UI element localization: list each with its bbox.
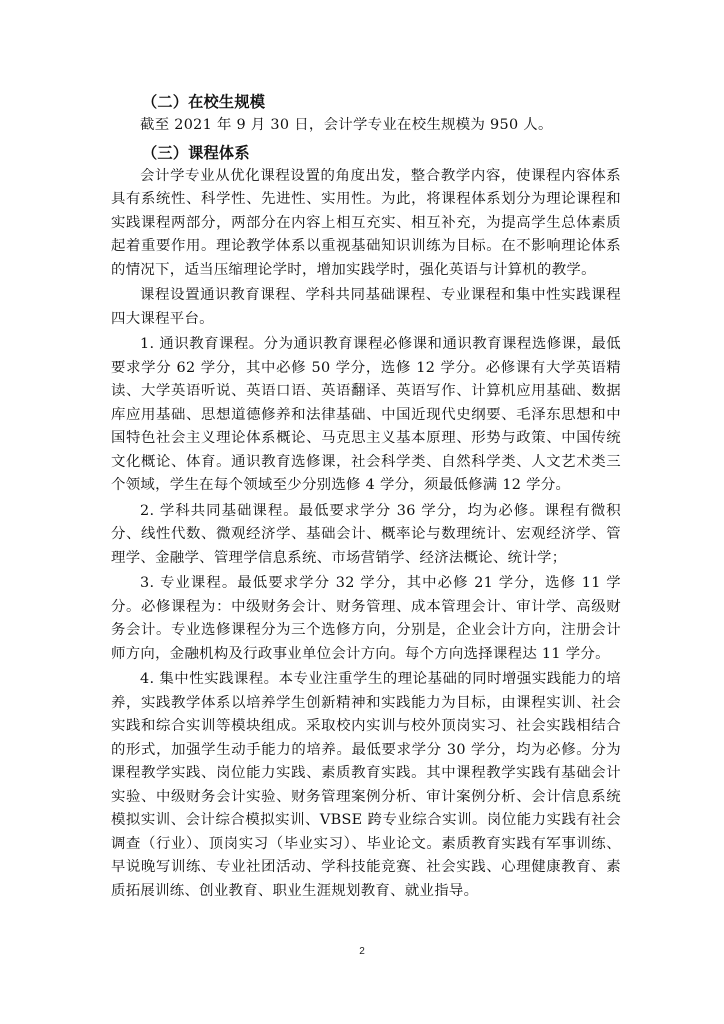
curriculum-platform-paragraph: 课程设置通识教育课程、学科共同基础课程、专业课程和集中性实践课程四大课程平台。	[111, 287, 621, 327]
discipline-foundation-paragraph: 2. 学科共同基础课程。最低要求学分 36 学分，均为必修。课程有微积分、线性代数、微观经济学、基础会计、概率论与数理统计、宏观经济学、管理学、金融学、管理学信息系统、市场营销学、经济法概论、统计学；	[111, 502, 621, 566]
enrollment-paragraph: 截至 2021 年 9 月 30 日，会计学专业在校生规模为 950 人。	[140, 117, 553, 133]
page-body	[111, 90, 621, 903]
page-number: 2	[359, 946, 365, 957]
general-education-paragraph: 1. 通识教育课程。分为通识教育课程必修课和通识教育课程选修课，最低要求学分 62 学分，其中必修 50 学分，选修 12 学分。必修课有大学英语精读、大学英语听说、英语口语、英语翻译、英语写作、计算机应用基础、数据库应用基础、思想道德修养和法律基础、中国近现代史纲要、毛泽东思想和中国特色社会主义理论体系概论、马克思主义基本原理、形势与政策、中国传统文化概论、体育。通识教育选修课，社会科学类、自然科学类、人文艺术类三个领域，学生在每个领域至少分别选修 4 学分，须最低修满 12 学分。	[111, 336, 621, 493]
practice-courses-paragraph: 4. 集中性实践课程。本专业注重学生的理论基础的同时增强实践能力的培养，实践教学体系以培养学生创新精神和实践能力为目标，由课程实训、社会实践和综合实训等模块组成。采取校内实训与校外顶岗实习、社会实践相结合的形式，加强学生动手能力的培养。最低要求学分 30 学分，均为必修。分为课程教学实践、岗位能力实践、素质教育实践。其中课程教学实践有基础会计实验、中级财务会计实验、财务管理案例分析、审计案例分析、会计信息系统模拟实训、会计综合模拟实训、VBSE 跨专业综合实训。岗位能力实践有社会调查（行业）、顶岗实习（毕业实习）、毕业论文。素质教育实践有军事训练、早说晚写训练、专业社团活动、学科技能竞赛、社会实践、心理健康教育、素质拓展训练、创业教育、职业生涯规划教育、就业指导。	[111, 671, 621, 899]
section-heading-curriculum: （三）课程体系	[142, 143, 250, 162]
major-courses-paragraph: 3. 专业课程。最低要求学分 32 学分，其中必修 21 学分，选修 11 学分。必修课程为：中级财务会计、财务管理、成本管理会计、审计学、高级财务会计。专业选修课程分为三个选修方向，分别是，企业会计方向，注册会计师方向，金融机构及行政事业单位会计方向。每个方向选择课程达 11 学分。	[111, 575, 621, 662]
curriculum-intro-paragraph: 会计学专业从优化课程设置的角度出发，整合教学内容，使课程内容体系具有系统性、科学性、先进性、实用性。为此，将课程体系划分为理论课程和实践课程两部分，两部分在内容上相互充实、相互补充，为提高学生总体素质起着重要作用。理论教学体系以重视基础知识训练为目标。在不影响理论体系的情况下，适当压缩理论学时，增加实践学时，强化英语与计算机的教学。	[111, 167, 621, 278]
section-heading-enrollment: （二）在校生规模	[142, 93, 266, 111]
